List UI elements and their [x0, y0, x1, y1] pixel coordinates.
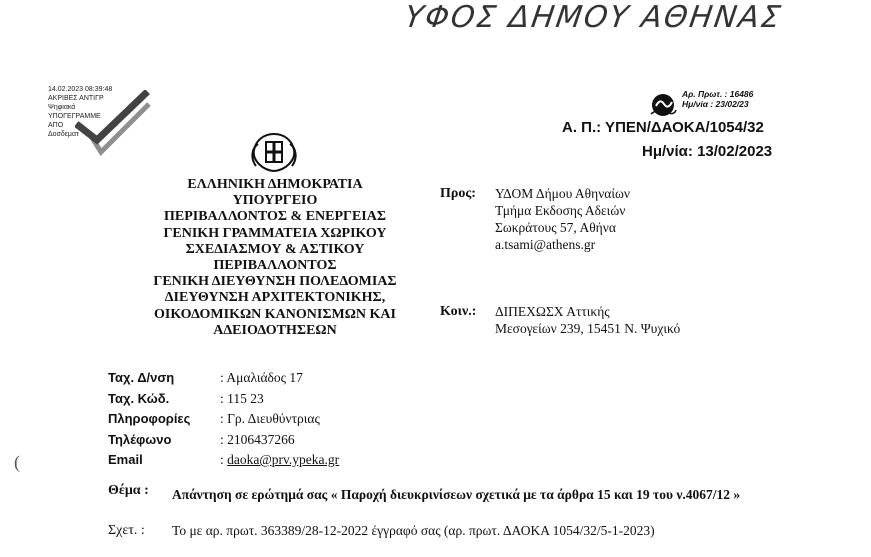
org-line: ΑΔΕΙΟΔΟΤΗΣΕΩΝ	[213, 322, 337, 338]
registry-info	[682, 90, 753, 109]
registry-date: Ημ/νία : 23/02/23	[682, 98, 749, 109]
contact-value: : Αμαλιάδος 17	[220, 370, 303, 385]
contact-value	[220, 450, 339, 471]
greek-coat-of-arms-icon	[244, 130, 304, 174]
recipient-line: ΥΔΟΜ Δήμου Αθηναίων	[495, 186, 630, 201]
contact-key: Ταχ. Κώδ.	[108, 390, 170, 406]
recipient-address	[495, 185, 630, 253]
org-line: ΓΕΝΙΚΗ ΓΡΑΜΜΑΤΕΙΑ ΧΩΡΙΚΟΥ	[163, 225, 387, 241]
issuing-organization	[130, 177, 420, 339]
org-line: ΟΙΚΟΔΟΜΙΚΩΝ ΚΑΝΟΝΙΣΜΩΝ ΚΑΙ	[154, 306, 396, 322]
registry-protocol: Αρ. Πρωτ. : 16486	[682, 89, 754, 99]
contact-row	[108, 389, 339, 410]
org-line: ΓΕΝΙΚΗ ΔΙΕΥΘΥΝΣΗ ΠΟΛΕΔΟΜΙΑΣ	[153, 274, 397, 290]
stamp-line: ΑΚΡΙΒΕΣ ΑΝΤΙΓΡ	[48, 95, 104, 102]
contact-value: : 2106437266	[220, 431, 295, 447]
contact-row	[108, 430, 339, 451]
contact-row	[108, 450, 339, 471]
stamp-line: ΑΠΟ	[48, 122, 64, 129]
org-line: ΠΕΡΙΒΑΛΛΟΝΤΟΣ & ΕΝΕΡΓΕΙΑΣ	[163, 209, 387, 225]
email-link[interactable]: daoka@prv.ypeka.gr	[227, 452, 340, 467]
stamp-line: 14.02.2023 08:39:48	[48, 86, 113, 93]
stamp-line: Δοσδεματ	[48, 131, 79, 138]
org-line: ΥΠΟΥΡΓΕΙΟ	[232, 193, 318, 209]
contact-value: : Γρ. Διευθύντριας	[220, 411, 320, 426]
margin-mark: (	[14, 452, 20, 472]
org-line: ΠΕΡΙΒΑΛΛΟΝΤΟΣ	[213, 258, 337, 274]
signature-seal-icon	[648, 90, 678, 120]
contact-key: Ταχ. Δ/νση	[108, 370, 175, 385]
recipient-line: Τμήμα Εκδοσης Αδειών	[495, 203, 626, 218]
contact-key: Πληροφορίες	[108, 411, 191, 426]
contact-key: Τηλέφωνο	[108, 431, 172, 447]
recipient-line: Σωκράτους 57, Αθήνα	[495, 220, 616, 235]
email-prefix: :	[220, 452, 228, 467]
recipient-label: Προς:	[440, 186, 476, 201]
contact-row	[108, 368, 339, 389]
protocol-number: Α. Π.: ΥΠΕΝ/ΔΑΟΚΑ/1054/32	[562, 119, 764, 136]
org-line: ΕΛΛΗΝΙΚΗ ΔΗΜΟΚΡΑΤΙΑ	[187, 177, 363, 192]
reference-label: Σχετ. :	[108, 523, 145, 538]
cc-label: Κοιν.:	[440, 304, 477, 319]
contact-row	[108, 409, 339, 430]
contact-details	[108, 368, 339, 471]
stamp-line: ΥΠΟΓΕΓΡΑΜΜΕ	[48, 113, 101, 120]
contact-key: Email	[108, 452, 143, 467]
subject-text: Απάντηση σε ερώτημά σας « Παροχή διευκρινίσεων σχετικά με τα άρθρα 15 και 19 του ν.4067/12 »	[172, 487, 741, 502]
cc-line: Μεσογείων 239, 15451 Ν. Ψυχικό	[495, 321, 681, 336]
cc-address	[495, 303, 680, 337]
handwritten-note: ΥΦΟΣ ΔΗΜΟΥ ΑΘΗΝΑΣ	[402, 0, 785, 35]
checkmark-icon	[75, 90, 155, 160]
recipient-email: a.tsami@athens.gr	[495, 237, 596, 252]
org-line: ΣΧΕΔΙΑΣΜΟΥ & ΑΣΤΙΚΟΥ	[185, 241, 365, 257]
stamp-line: Ψηφιακά	[48, 104, 76, 111]
document-date: Ημ/νία: 13/02/2023	[642, 143, 773, 160]
contact-value: : 115 23	[220, 390, 264, 406]
org-line: ΔΙΕΥΘΥΝΣΗ ΑΡΧΙΤΕΚΤΟΝΙΚΗΣ,	[164, 290, 386, 306]
subject-label: Θέμα :	[108, 483, 149, 498]
reference-text: Το με αρ. πρωτ. 363389/28-12-2022 έγγραφό σας (αρ. πρωτ. ΔΑΟΚΑ 1054/32/5-1-2023)	[172, 523, 655, 538]
cc-line: ΔΙΠΕΧΩΣΧ Αττικής	[495, 304, 610, 319]
